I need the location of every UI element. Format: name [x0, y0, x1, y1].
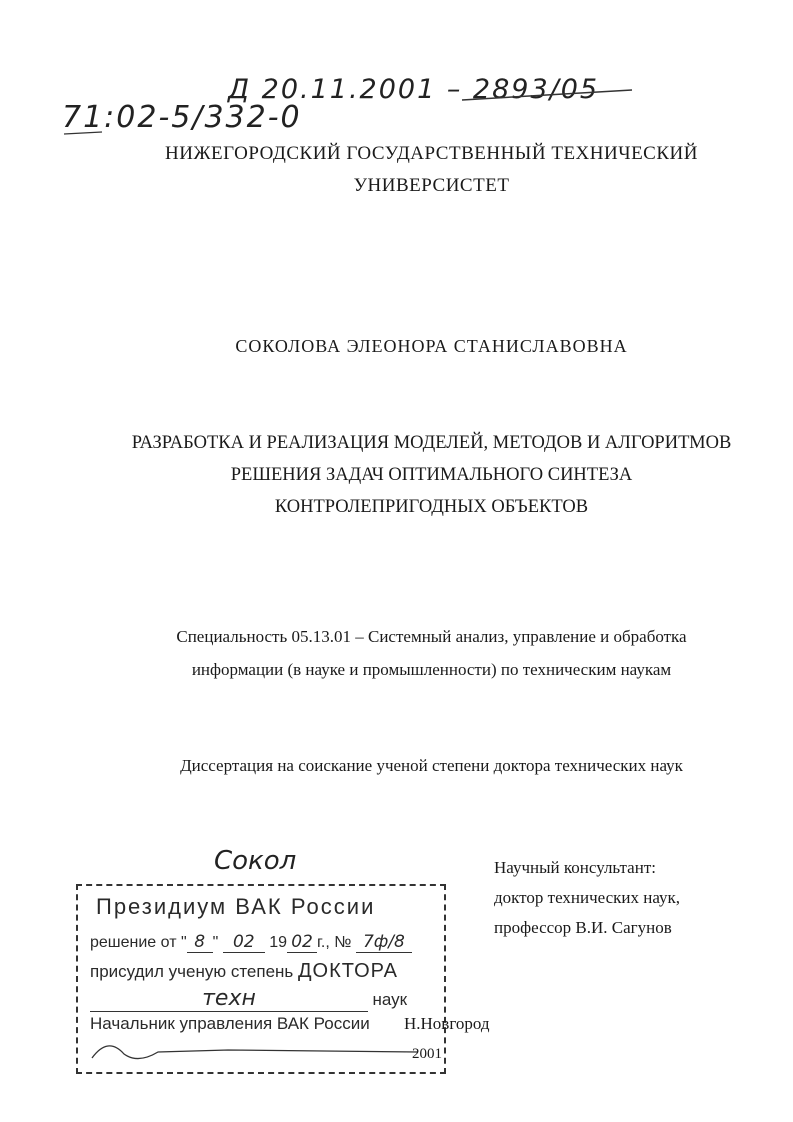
stamp-degree-line — [90, 960, 398, 983]
stamp-month: 02 — [223, 932, 265, 953]
stamp-field-line — [90, 986, 407, 1012]
stamp-day: 8 — [187, 932, 213, 953]
specialty-line2: информации (в науке и промышленности) по техническим наукам — [191, 660, 672, 679]
consultant-degree: доктор технических наук, — [494, 888, 681, 907]
handwritten-underline — [62, 84, 642, 144]
stamp-year-prefix: 19 — [269, 934, 288, 951]
dissertation-degree-line: Диссертация на соискание ученой степени доктора технических наук — [180, 756, 683, 775]
stamp-year: 02 — [287, 932, 317, 953]
stamp-field: техн — [90, 986, 368, 1012]
handwritten-registry-number: 71:02-5/332-0 — [62, 100, 302, 135]
stamp-degree: ДОКТОРА — [298, 960, 398, 982]
consultant-label: Научный консультант: — [494, 858, 656, 877]
stamp-decision-line — [90, 932, 412, 953]
city: Н.Новгород — [404, 1014, 490, 1033]
stamp-footer: Начальник управления ВАК России — [90, 1014, 370, 1033]
consultant-name: профессор В.И. Сагунов — [494, 918, 672, 937]
stamp-degree-prefix: присудил ученую степень — [90, 962, 294, 981]
stamp-quote: " — [212, 934, 219, 951]
stamp-header: Президиум ВАК России — [96, 894, 376, 919]
year: 2001 — [412, 1046, 442, 1062]
stamp-signature-scribble — [88, 1028, 438, 1068]
stamp-field-suffix: наук — [372, 990, 408, 1009]
specialty-line1: Специальность 05.13.01 – Системный анализ, управление и обработка — [176, 627, 687, 646]
author-name: СОКОЛОВА ЭЛЕОНОРА СТАНИСЛАВОВНА — [235, 336, 628, 356]
dissertation-title-line2: РЕШЕНИЯ ЗАДАЧ ОПТИМАЛЬНОГО СИНТЕЗА — [230, 465, 633, 485]
university-name-line2: УНИВЕРСИСТЕТ — [353, 175, 510, 196]
university-name-line1: НИЖЕГОРОДСКИЙ ГОСУДАРСТВЕННЫЙ ТЕХНИЧЕСКИЙ — [165, 143, 698, 164]
handwritten-signature: Сокол — [214, 846, 297, 876]
dissertation-title-line3: КОНТРОЛЕПРИГОДНЫХ ОБЪЕКТОВ — [274, 497, 589, 517]
vak-stamp — [76, 884, 446, 1074]
stamp-number-prefix: г., № — [317, 934, 352, 951]
stamp-decision-prefix: решение от " — [90, 934, 187, 951]
scientific-consultant — [494, 853, 680, 943]
handwritten-date-note: Д 20.11.2001 – 2893/05 — [228, 74, 600, 105]
dissertation-title-line1: РАЗРАБОТКА И РЕАЛИЗАЦИЯ МОДЕЛЕЙ, МЕТОДОВ И АЛГОРИТМОВ — [131, 433, 732, 453]
stamp-number: 7ф/8 — [356, 932, 412, 953]
